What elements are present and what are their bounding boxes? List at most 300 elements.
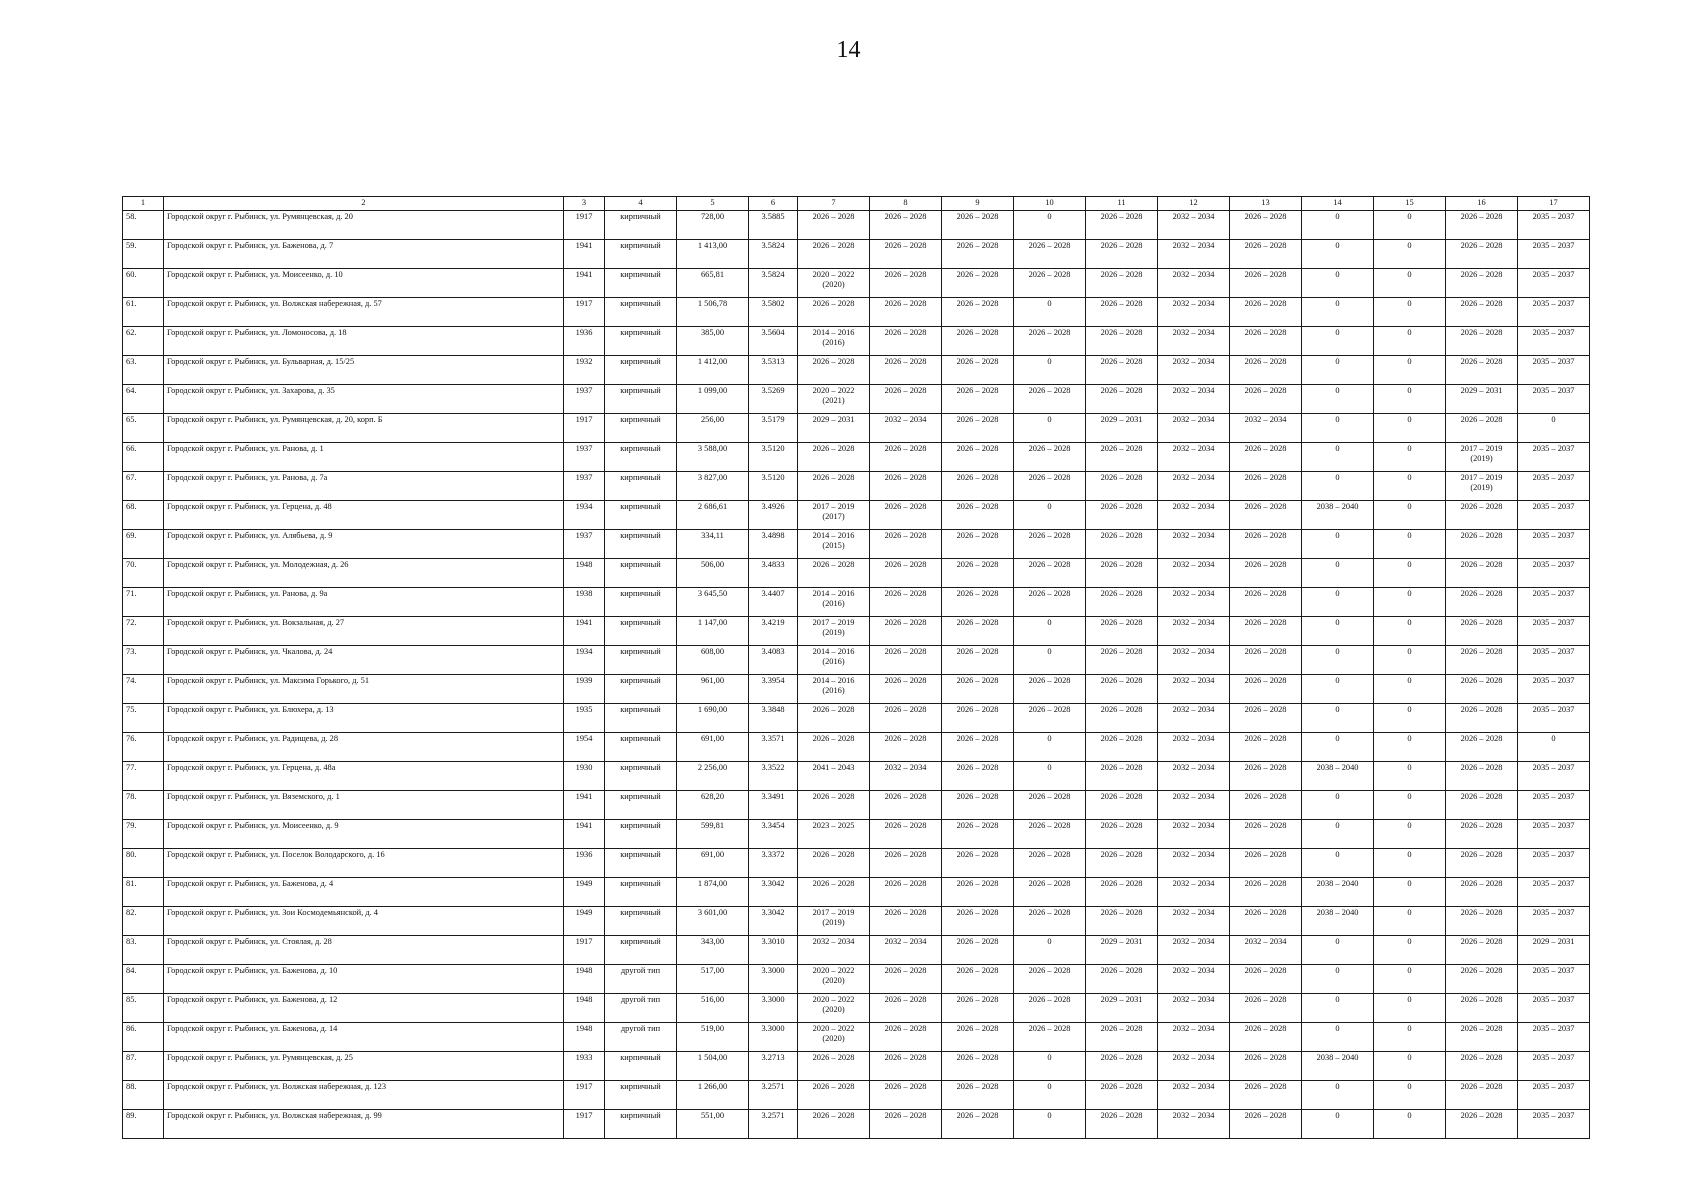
- rating-cell: 3.5120: [749, 472, 798, 501]
- period-7-cell: 2014 – 2016 (2016): [798, 327, 870, 356]
- period-8-cell: 2026 – 2028: [870, 733, 942, 762]
- row-number-cell: 61.: [123, 298, 164, 327]
- period-9-cell: 2026 – 2028: [942, 385, 1014, 414]
- table-row: [123, 385, 1590, 414]
- table-row: [123, 327, 1590, 356]
- wall-material-cell: кирпичный: [605, 385, 677, 414]
- period-7-cell: 2032 – 2034: [798, 936, 870, 965]
- period-15-cell: 0: [1374, 472, 1446, 501]
- period-15-cell: 0: [1374, 559, 1446, 588]
- period-14-cell: 0: [1302, 385, 1374, 414]
- column-header-12: 12: [1158, 197, 1230, 211]
- rating-cell: 3.4219: [749, 617, 798, 646]
- table-row: [123, 414, 1590, 443]
- period-12-cell: 2032 – 2034: [1158, 1023, 1230, 1052]
- period-14-cell: 0: [1302, 617, 1374, 646]
- address-cell: Городской округ г. Рыбинск, ул. Чкалова, д. 24: [164, 646, 564, 675]
- rating-cell: 3.3010: [749, 936, 798, 965]
- address-cell: Городской округ г. Рыбинск, ул. Вокзальная, д. 27: [164, 617, 564, 646]
- period-16-cell: 2026 – 2028: [1446, 588, 1518, 617]
- period-16-cell: 2026 – 2028: [1446, 1023, 1518, 1052]
- period-17-cell: 2029 – 2031: [1518, 936, 1590, 965]
- period-13-cell: 2026 – 2028: [1230, 472, 1302, 501]
- period-17-cell: 2035 – 2037: [1518, 791, 1590, 820]
- period-13-cell: 2026 – 2028: [1230, 211, 1302, 240]
- period-12-cell: 2032 – 2034: [1158, 1081, 1230, 1110]
- period-8-cell: 2026 – 2028: [870, 646, 942, 675]
- period-11-cell: 2026 – 2028: [1086, 733, 1158, 762]
- period-10-cell: 2026 – 2028: [1014, 1023, 1086, 1052]
- period-16-cell: 2026 – 2028: [1446, 733, 1518, 762]
- period-15-cell: 0: [1374, 733, 1446, 762]
- period-13-cell: 2026 – 2028: [1230, 240, 1302, 269]
- period-14-cell: 2038 – 2040: [1302, 1052, 1374, 1081]
- rating-cell: 3.5885: [749, 211, 798, 240]
- period-8-cell: 2026 – 2028: [870, 1052, 942, 1081]
- period-11-cell: 2026 – 2028: [1086, 1110, 1158, 1139]
- period-9-cell: 2026 – 2028: [942, 820, 1014, 849]
- period-17-cell: 2035 – 2037: [1518, 588, 1590, 617]
- period-8-cell: 2026 – 2028: [870, 327, 942, 356]
- rating-cell: 3.3042: [749, 878, 798, 907]
- period-16-cell: 2026 – 2028: [1446, 530, 1518, 559]
- row-number-cell: 76.: [123, 733, 164, 762]
- table-row: [123, 675, 1590, 704]
- period-10-cell: 2026 – 2028: [1014, 907, 1086, 936]
- period-10-cell: 0: [1014, 414, 1086, 443]
- rating-cell: 3.5824: [749, 240, 798, 269]
- period-11-cell: 2026 – 2028: [1086, 588, 1158, 617]
- period-15-cell: 0: [1374, 675, 1446, 704]
- period-7-cell: 2014 – 2016 (2016): [798, 588, 870, 617]
- table-row: [123, 530, 1590, 559]
- period-7-cell: 2026 – 2028: [798, 240, 870, 269]
- period-9-cell: 2026 – 2028: [942, 675, 1014, 704]
- period-16-cell: 2026 – 2028: [1446, 1081, 1518, 1110]
- year-built-cell: 1917: [564, 211, 605, 240]
- period-8-cell: 2032 – 2034: [870, 414, 942, 443]
- row-number-cell: 84.: [123, 965, 164, 994]
- period-12-cell: 2032 – 2034: [1158, 733, 1230, 762]
- year-built-cell: 1941: [564, 240, 605, 269]
- period-9-cell: 2026 – 2028: [942, 472, 1014, 501]
- period-11-cell: 2026 – 2028: [1086, 443, 1158, 472]
- wall-material-cell: кирпичный: [605, 617, 677, 646]
- year-built-cell: 1937: [564, 472, 605, 501]
- period-11-cell: 2026 – 2028: [1086, 849, 1158, 878]
- rating-cell: 3.5824: [749, 269, 798, 298]
- period-8-cell: 2026 – 2028: [870, 472, 942, 501]
- period-16-cell: 2026 – 2028: [1446, 269, 1518, 298]
- period-8-cell: 2026 – 2028: [870, 240, 942, 269]
- column-header-16: 16: [1446, 197, 1518, 211]
- period-8-cell: 2026 – 2028: [870, 994, 942, 1023]
- period-10-cell: 2026 – 2028: [1014, 472, 1086, 501]
- period-17-cell: 2035 – 2037: [1518, 617, 1590, 646]
- period-17-cell: 2035 – 2037: [1518, 327, 1590, 356]
- period-7-cell: 2026 – 2028: [798, 1081, 870, 1110]
- wall-material-cell: другой тип: [605, 994, 677, 1023]
- period-9-cell: 2026 – 2028: [942, 356, 1014, 385]
- period-16-cell: 2026 – 2028: [1446, 820, 1518, 849]
- period-16-cell: 2026 – 2028: [1446, 936, 1518, 965]
- period-13-cell: 2026 – 2028: [1230, 1052, 1302, 1081]
- row-number-cell: 62.: [123, 327, 164, 356]
- table-row: [123, 646, 1590, 675]
- row-number-cell: 64.: [123, 385, 164, 414]
- period-11-cell: 2026 – 2028: [1086, 646, 1158, 675]
- period-10-cell: 2026 – 2028: [1014, 588, 1086, 617]
- row-number-cell: 67.: [123, 472, 164, 501]
- table-row: [123, 965, 1590, 994]
- period-7-cell: 2026 – 2028: [798, 1110, 870, 1139]
- period-8-cell: 2026 – 2028: [870, 385, 942, 414]
- period-14-cell: 0: [1302, 791, 1374, 820]
- rating-cell: 3.3848: [749, 704, 798, 733]
- period-17-cell: 2035 – 2037: [1518, 269, 1590, 298]
- table-row: [123, 472, 1590, 501]
- year-built-cell: 1949: [564, 907, 605, 936]
- period-13-cell: 2026 – 2028: [1230, 298, 1302, 327]
- year-built-cell: 1948: [564, 1023, 605, 1052]
- period-13-cell: 2026 – 2028: [1230, 791, 1302, 820]
- period-16-cell: 2026 – 2028: [1446, 994, 1518, 1023]
- rating-cell: 3.5179: [749, 414, 798, 443]
- period-16-cell: 2026 – 2028: [1446, 501, 1518, 530]
- period-16-cell: 2026 – 2028: [1446, 356, 1518, 385]
- period-9-cell: 2026 – 2028: [942, 530, 1014, 559]
- area-cell: 1 504,00: [677, 1052, 749, 1081]
- address-cell: Городской округ г. Рыбинск, ул. Моисеенко, д. 10: [164, 269, 564, 298]
- wall-material-cell: кирпичный: [605, 1081, 677, 1110]
- period-14-cell: 2038 – 2040: [1302, 762, 1374, 791]
- table-row: [123, 1052, 1590, 1081]
- year-built-cell: 1949: [564, 878, 605, 907]
- period-13-cell: 2026 – 2028: [1230, 907, 1302, 936]
- period-9-cell: 2026 – 2028: [942, 849, 1014, 878]
- address-cell: Городской округ г. Рыбинск, ул. Румянцевская, д. 20: [164, 211, 564, 240]
- period-11-cell: 2026 – 2028: [1086, 530, 1158, 559]
- period-15-cell: 0: [1374, 443, 1446, 472]
- year-built-cell: 1935: [564, 704, 605, 733]
- period-15-cell: 0: [1374, 907, 1446, 936]
- period-8-cell: 2032 – 2034: [870, 762, 942, 791]
- wall-material-cell: кирпичный: [605, 211, 677, 240]
- period-15-cell: 0: [1374, 1052, 1446, 1081]
- period-9-cell: 2026 – 2028: [942, 1110, 1014, 1139]
- period-13-cell: 2026 – 2028: [1230, 617, 1302, 646]
- period-11-cell: 2026 – 2028: [1086, 617, 1158, 646]
- period-17-cell: 2035 – 2037: [1518, 356, 1590, 385]
- period-16-cell: 2026 – 2028: [1446, 559, 1518, 588]
- period-13-cell: 2032 – 2034: [1230, 414, 1302, 443]
- wall-material-cell: кирпичный: [605, 588, 677, 617]
- period-11-cell: 2026 – 2028: [1086, 1081, 1158, 1110]
- period-12-cell: 2032 – 2034: [1158, 994, 1230, 1023]
- row-number-cell: 80.: [123, 849, 164, 878]
- period-15-cell: 0: [1374, 530, 1446, 559]
- row-number-cell: 65.: [123, 414, 164, 443]
- year-built-cell: 1941: [564, 269, 605, 298]
- period-15-cell: 0: [1374, 356, 1446, 385]
- period-7-cell: 2020 – 2022 (2021): [798, 385, 870, 414]
- period-14-cell: 0: [1302, 588, 1374, 617]
- row-number-cell: 83.: [123, 936, 164, 965]
- period-11-cell: 2029 – 2031: [1086, 414, 1158, 443]
- period-8-cell: 2026 – 2028: [870, 530, 942, 559]
- period-10-cell: 0: [1014, 733, 1086, 762]
- period-7-cell: 2020 – 2022 (2020): [798, 994, 870, 1023]
- period-14-cell: 0: [1302, 414, 1374, 443]
- address-cell: Городской округ г. Рыбинск, ул. Баженова, д. 12: [164, 994, 564, 1023]
- rating-cell: 3.3571: [749, 733, 798, 762]
- year-built-cell: 1934: [564, 646, 605, 675]
- area-cell: 728,00: [677, 211, 749, 240]
- period-10-cell: 2026 – 2028: [1014, 878, 1086, 907]
- period-7-cell: 2026 – 2028: [798, 733, 870, 762]
- period-10-cell: 0: [1014, 936, 1086, 965]
- row-number-cell: 69.: [123, 530, 164, 559]
- period-9-cell: 2026 – 2028: [942, 211, 1014, 240]
- address-cell: Городской округ г. Рыбинск, ул. Радищева, д. 28: [164, 733, 564, 762]
- period-11-cell: 2026 – 2028: [1086, 385, 1158, 414]
- area-cell: 516,00: [677, 994, 749, 1023]
- period-9-cell: 2026 – 2028: [942, 240, 1014, 269]
- table-row: [123, 240, 1590, 269]
- period-14-cell: 0: [1302, 356, 1374, 385]
- period-13-cell: 2026 – 2028: [1230, 965, 1302, 994]
- row-number-cell: 89.: [123, 1110, 164, 1139]
- area-cell: 2 686,61: [677, 501, 749, 530]
- period-14-cell: 0: [1302, 646, 1374, 675]
- period-16-cell: 2026 – 2028: [1446, 675, 1518, 704]
- period-13-cell: 2026 – 2028: [1230, 501, 1302, 530]
- period-12-cell: 2032 – 2034: [1158, 1110, 1230, 1139]
- period-15-cell: 0: [1374, 385, 1446, 414]
- period-7-cell: 2026 – 2028: [798, 1052, 870, 1081]
- period-8-cell: 2026 – 2028: [870, 443, 942, 472]
- period-11-cell: 2026 – 2028: [1086, 269, 1158, 298]
- period-9-cell: 2026 – 2028: [942, 733, 1014, 762]
- period-15-cell: 0: [1374, 849, 1446, 878]
- period-17-cell: 2035 – 2037: [1518, 907, 1590, 936]
- period-16-cell: 2017 – 2019 (2019): [1446, 443, 1518, 472]
- column-header-17: 17: [1518, 197, 1590, 211]
- period-10-cell: 2026 – 2028: [1014, 443, 1086, 472]
- wall-material-cell: кирпичный: [605, 240, 677, 269]
- column-header-8: 8: [870, 197, 942, 211]
- year-built-cell: 1941: [564, 617, 605, 646]
- period-10-cell: 2026 – 2028: [1014, 269, 1086, 298]
- rating-cell: 3.5313: [749, 356, 798, 385]
- period-15-cell: 0: [1374, 965, 1446, 994]
- year-built-cell: 1941: [564, 791, 605, 820]
- period-9-cell: 2026 – 2028: [942, 559, 1014, 588]
- period-12-cell: 2032 – 2034: [1158, 791, 1230, 820]
- period-9-cell: 2026 – 2028: [942, 907, 1014, 936]
- period-9-cell: 2026 – 2028: [942, 269, 1014, 298]
- period-12-cell: 2032 – 2034: [1158, 878, 1230, 907]
- period-10-cell: 2026 – 2028: [1014, 849, 1086, 878]
- address-cell: Городской округ г. Рыбинск, ул. Баженова, д. 7: [164, 240, 564, 269]
- area-cell: 1 266,00: [677, 1081, 749, 1110]
- period-7-cell: 2026 – 2028: [798, 878, 870, 907]
- row-number-cell: 86.: [123, 1023, 164, 1052]
- row-number-cell: 82.: [123, 907, 164, 936]
- period-11-cell: 2026 – 2028: [1086, 762, 1158, 791]
- address-cell: Городской округ г. Рыбинск, ул. Волжская набережная, д. 99: [164, 1110, 564, 1139]
- rating-cell: 3.3000: [749, 965, 798, 994]
- area-cell: 506,00: [677, 559, 749, 588]
- column-header-10: 10: [1014, 197, 1086, 211]
- period-9-cell: 2026 – 2028: [942, 298, 1014, 327]
- wall-material-cell: кирпичный: [605, 907, 677, 936]
- period-17-cell: 2035 – 2037: [1518, 1110, 1590, 1139]
- period-10-cell: 0: [1014, 1110, 1086, 1139]
- period-15-cell: 0: [1374, 1081, 1446, 1110]
- period-14-cell: 0: [1302, 704, 1374, 733]
- period-17-cell: 2035 – 2037: [1518, 472, 1590, 501]
- wall-material-cell: кирпичный: [605, 1110, 677, 1139]
- area-cell: 608,00: [677, 646, 749, 675]
- period-16-cell: 2026 – 2028: [1446, 762, 1518, 791]
- period-10-cell: 2026 – 2028: [1014, 994, 1086, 1023]
- rating-cell: 3.3000: [749, 994, 798, 1023]
- row-number-cell: 81.: [123, 878, 164, 907]
- period-12-cell: 2032 – 2034: [1158, 327, 1230, 356]
- period-7-cell: 2026 – 2028: [798, 704, 870, 733]
- row-number-cell: 77.: [123, 762, 164, 791]
- period-8-cell: 2026 – 2028: [870, 1081, 942, 1110]
- area-cell: 519,00: [677, 1023, 749, 1052]
- period-13-cell: 2026 – 2028: [1230, 327, 1302, 356]
- period-12-cell: 2032 – 2034: [1158, 675, 1230, 704]
- period-16-cell: 2026 – 2028: [1446, 327, 1518, 356]
- year-built-cell: 1917: [564, 1110, 605, 1139]
- period-16-cell: 2026 – 2028: [1446, 298, 1518, 327]
- address-cell: Городской округ г. Рыбинск, ул. Герцена, д. 48а: [164, 762, 564, 791]
- address-cell: Городской округ г. Рыбинск, ул. Захарова, д. 35: [164, 385, 564, 414]
- table-row: [123, 559, 1590, 588]
- period-7-cell: 2026 – 2028: [798, 791, 870, 820]
- period-10-cell: 0: [1014, 501, 1086, 530]
- period-16-cell: 2029 – 2031: [1446, 385, 1518, 414]
- area-cell: 628,20: [677, 791, 749, 820]
- period-7-cell: 2020 – 2022 (2020): [798, 965, 870, 994]
- table-row: [123, 704, 1590, 733]
- period-13-cell: 2026 – 2028: [1230, 1081, 1302, 1110]
- period-7-cell: 2017 – 2019 (2017): [798, 501, 870, 530]
- period-7-cell: 2026 – 2028: [798, 443, 870, 472]
- period-16-cell: 2026 – 2028: [1446, 878, 1518, 907]
- period-13-cell: 2026 – 2028: [1230, 849, 1302, 878]
- period-16-cell: 2026 – 2028: [1446, 704, 1518, 733]
- period-11-cell: 2026 – 2028: [1086, 820, 1158, 849]
- period-17-cell: 2035 – 2037: [1518, 762, 1590, 791]
- period-11-cell: 2026 – 2028: [1086, 327, 1158, 356]
- rating-cell: 3.2713: [749, 1052, 798, 1081]
- table-row: [123, 1023, 1590, 1052]
- period-16-cell: 2026 – 2028: [1446, 1052, 1518, 1081]
- period-15-cell: 0: [1374, 617, 1446, 646]
- period-17-cell: 2035 – 2037: [1518, 1023, 1590, 1052]
- period-9-cell: 2026 – 2028: [942, 646, 1014, 675]
- address-cell: Городской округ г. Рыбинск, ул. Поселок Володарского, д. 16: [164, 849, 564, 878]
- period-13-cell: 2026 – 2028: [1230, 1023, 1302, 1052]
- year-built-cell: 1937: [564, 385, 605, 414]
- period-14-cell: 0: [1302, 472, 1374, 501]
- period-9-cell: 2026 – 2028: [942, 617, 1014, 646]
- period-12-cell: 2032 – 2034: [1158, 211, 1230, 240]
- address-cell: Городской округ г. Рыбинск, ул. Алябьева, д. 9: [164, 530, 564, 559]
- period-17-cell: 2035 – 2037: [1518, 385, 1590, 414]
- period-9-cell: 2026 – 2028: [942, 965, 1014, 994]
- period-8-cell: 2026 – 2028: [870, 588, 942, 617]
- period-17-cell: 2035 – 2037: [1518, 530, 1590, 559]
- address-cell: Городской округ г. Рыбинск, ул. Моисеенко, д. 9: [164, 820, 564, 849]
- period-8-cell: 2026 – 2028: [870, 559, 942, 588]
- address-cell: Городской округ г. Рыбинск, ул. Максима Горького, д. 51: [164, 675, 564, 704]
- area-cell: 691,00: [677, 733, 749, 762]
- row-number-cell: 85.: [123, 994, 164, 1023]
- period-17-cell: 2035 – 2037: [1518, 820, 1590, 849]
- year-built-cell: 1954: [564, 733, 605, 762]
- period-16-cell: 2026 – 2028: [1446, 791, 1518, 820]
- area-cell: 3 827,00: [677, 472, 749, 501]
- column-header-5: 5: [677, 197, 749, 211]
- rating-cell: 3.3000: [749, 1023, 798, 1052]
- year-built-cell: 1939: [564, 675, 605, 704]
- period-7-cell: 2023 – 2025: [798, 820, 870, 849]
- row-number-cell: 73.: [123, 646, 164, 675]
- wall-material-cell: кирпичный: [605, 559, 677, 588]
- year-built-cell: 1936: [564, 849, 605, 878]
- rating-cell: 3.4407: [749, 588, 798, 617]
- address-cell: Городской округ г. Рыбинск, ул. Баженова, д. 14: [164, 1023, 564, 1052]
- address-cell: Городской округ г. Рыбинск, ул. Волжская набережная, д. 57: [164, 298, 564, 327]
- wall-material-cell: кирпичный: [605, 1052, 677, 1081]
- row-number-cell: 72.: [123, 617, 164, 646]
- table-row: [123, 849, 1590, 878]
- period-9-cell: 2026 – 2028: [942, 588, 1014, 617]
- period-7-cell: 2020 – 2022 (2020): [798, 269, 870, 298]
- period-16-cell: 2026 – 2028: [1446, 211, 1518, 240]
- period-10-cell: 2026 – 2028: [1014, 675, 1086, 704]
- period-12-cell: 2032 – 2034: [1158, 269, 1230, 298]
- table-row: [123, 878, 1590, 907]
- rating-cell: 3.4833: [749, 559, 798, 588]
- period-14-cell: 0: [1302, 530, 1374, 559]
- period-10-cell: 0: [1014, 1052, 1086, 1081]
- period-10-cell: 2026 – 2028: [1014, 240, 1086, 269]
- period-10-cell: 2026 – 2028: [1014, 820, 1086, 849]
- period-7-cell: 2026 – 2028: [798, 211, 870, 240]
- row-number-cell: 68.: [123, 501, 164, 530]
- year-built-cell: 1917: [564, 936, 605, 965]
- address-cell: Городской округ г. Рыбинск, ул. Герцена, д. 48: [164, 501, 564, 530]
- row-number-cell: 70.: [123, 559, 164, 588]
- area-cell: 256,00: [677, 414, 749, 443]
- period-11-cell: 2026 – 2028: [1086, 501, 1158, 530]
- period-10-cell: 0: [1014, 356, 1086, 385]
- period-7-cell: 2020 – 2022 (2020): [798, 1023, 870, 1052]
- period-15-cell: 0: [1374, 298, 1446, 327]
- period-9-cell: 2026 – 2028: [942, 1052, 1014, 1081]
- area-cell: 385,00: [677, 327, 749, 356]
- period-10-cell: 0: [1014, 617, 1086, 646]
- column-header-9: 9: [942, 197, 1014, 211]
- row-number-cell: 58.: [123, 211, 164, 240]
